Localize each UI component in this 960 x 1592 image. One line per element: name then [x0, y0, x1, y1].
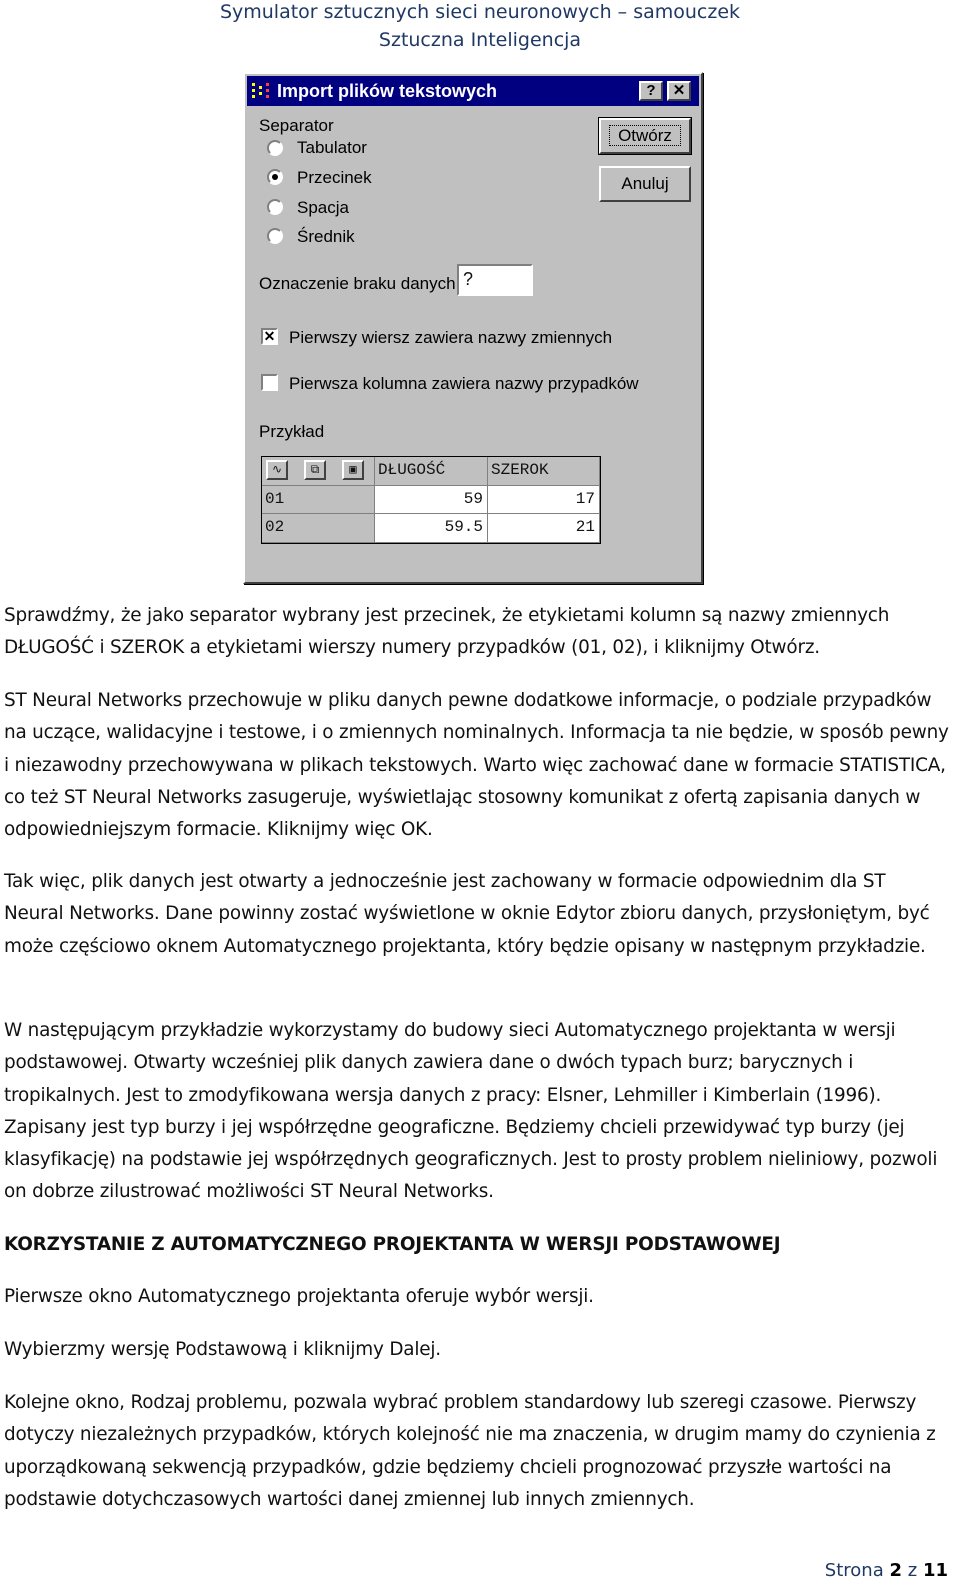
footer-sep: z: [907, 1560, 918, 1581]
copy-icon[interactable]: ⧉: [304, 460, 326, 480]
paragraph: Pierwsze okno Automatycznego projektanta oferuje wybór wersji.: [4, 1286, 594, 1307]
separator-label: Separator: [259, 116, 334, 135]
page-footer: [825, 1560, 948, 1581]
header-subtitle: Sztuczna Inteligencja: [378, 29, 582, 51]
save-icon[interactable]: ▣: [342, 460, 364, 480]
grid-cell[interactable]: 17: [488, 486, 600, 514]
example-label: Przykład: [259, 422, 325, 441]
radio-tabulator-label: Tabulator: [297, 138, 367, 157]
missing-data-label: Oznaczenie braku danych: [259, 274, 456, 293]
grid-cell[interactable]: 59: [375, 486, 488, 514]
grid-cell[interactable]: 21: [488, 514, 600, 543]
import-dialog: [243, 72, 703, 584]
header-title: Symulator sztucznych sieci neuronowych – samouczek: [219, 1, 741, 23]
grid-row-header[interactable]: 01: [262, 486, 375, 514]
open-button-label: Otwórz: [609, 125, 681, 146]
footer-page: 2: [889, 1560, 903, 1581]
radio-srednik[interactable]: [267, 228, 283, 244]
paragraph: Kolejne okno, Rodzaj problemu, pozwala wybrać problem standardowy lub szeregi czasowe. Pierwszy dotyczy niezależnych przypadków, których kolejność nie ma znaczenia, w drugim mamy do czynienia z uporządkowaną sekwencją przypadków, gdzie będziemy chcieli prognozować przyszłe wartości na podstawie dotychczasowych wartości danej zmiennej lub innych zmiennych.: [4, 1392, 936, 1510]
footer-total: 11: [922, 1560, 948, 1581]
first-column-names-checkbox[interactable]: [261, 374, 278, 391]
missing-data-input[interactable]: ?: [457, 264, 533, 296]
grid-corner: [262, 457, 375, 486]
app-icon: [251, 82, 271, 100]
first-column-names-label: Pierwsza kolumna zawiera nazwy przypadków: [289, 374, 639, 393]
grid-row-header[interactable]: 02: [262, 514, 375, 543]
first-row-names-label: Pierwszy wiersz zawiera nazwy zmiennych: [289, 328, 613, 347]
paragraph: Tak więc, plik danych jest otwarty a jednocześnie jest zachowany w formacie odpowiednim dla ST Neural Networks. Dane powinny zostać wyświetlone w oknie Edytor zbioru danych, przysłoniętym, być może częściowo oknem Automatycznego projektanta, który będzie opisany w następnym przykładzie.: [4, 871, 930, 957]
graph-icon[interactable]: ∿: [266, 460, 288, 480]
dialog-titlebar: [247, 76, 699, 106]
grid-cell[interactable]: 59.5: [375, 514, 488, 543]
first-row-names-checkbox[interactable]: ✕: [261, 328, 278, 345]
grid-col-header[interactable]: SZEROK: [488, 457, 600, 486]
close-button[interactable]: ✕: [667, 81, 691, 101]
section-heading: KORZYSTANIE Z AUTOMATYCZNEGO PROJEKTANTA W WERSJI PODSTAWOWEJ: [4, 1234, 781, 1255]
page-header: [0, 0, 960, 54]
radio-spacja-label: Spacja: [297, 198, 349, 217]
paragraph: Wybierzmy wersję Podstawową i kliknijmy Dalej.: [4, 1339, 441, 1360]
open-button[interactable]: [599, 118, 691, 154]
grid-col-header[interactable]: DŁUGOŚĆ: [375, 457, 488, 486]
example-grid: [261, 456, 601, 544]
radio-tabulator[interactable]: [267, 140, 283, 156]
radio-spacja[interactable]: [267, 199, 283, 215]
cancel-button[interactable]: Anuluj: [599, 166, 691, 202]
dialog-title: Import plików tekstowych: [277, 81, 498, 101]
footer-prefix: Strona: [824, 1560, 884, 1581]
paragraph: W następującym przykładzie wykorzystamy do budowy sieci Automatycznego projektanta w wersji podstawowej. Otwarty wcześniej plik danych zawiera dane o dwóch typach burz; barycznych i tropikalnych. Jest to zmodyfikowana wersja danych z pracy: Elsner, Lehmiller i Kimberlain (1996). Zapisany jest typ burzy i jej współrzędne geograficzne. Będziemy chcieli przewidywać typ burzy (jej klasyfikację) na podstawie jej współrzędnych geograficznych. Jest to prosty problem nieliniowy, pozwoli on dobrze zilustrować możliwości ST Neural Networks.: [4, 1020, 938, 1203]
radio-przecinek-label: Przecinek: [297, 168, 372, 187]
help-button[interactable]: ?: [639, 81, 663, 101]
radio-srednik-label: Średnik: [297, 227, 355, 246]
paragraph: ST Neural Networks przechowuje w pliku danych pewne dodatkowe informacje, o podziale przypadków na uczące, walidacyjne i testowe, i o zmiennych nominalnych. Informacja ta nie będzie, w sposób pewny i niezawodny przechowywana w plikach tekstowych. Warto więc zachować dane w formacie STATISTICA, co też ST Neural Networks zasugeruje, wyświetlając stosowny komunikat z ofertą zapisania danych w odpowiedniejszym formacie. Kliknijmy więc OK.: [4, 690, 949, 841]
paragraph: Sprawdźmy, że jako separator wybrany jest przecinek, że etykietami kolumn są nazwy zmiennych DŁUGOŚĆ i SZEROK a etykietami wierszy numery przypadków (01, 02), i kliknijmy Otwórz.: [4, 605, 890, 659]
radio-przecinek[interactable]: [267, 169, 283, 185]
